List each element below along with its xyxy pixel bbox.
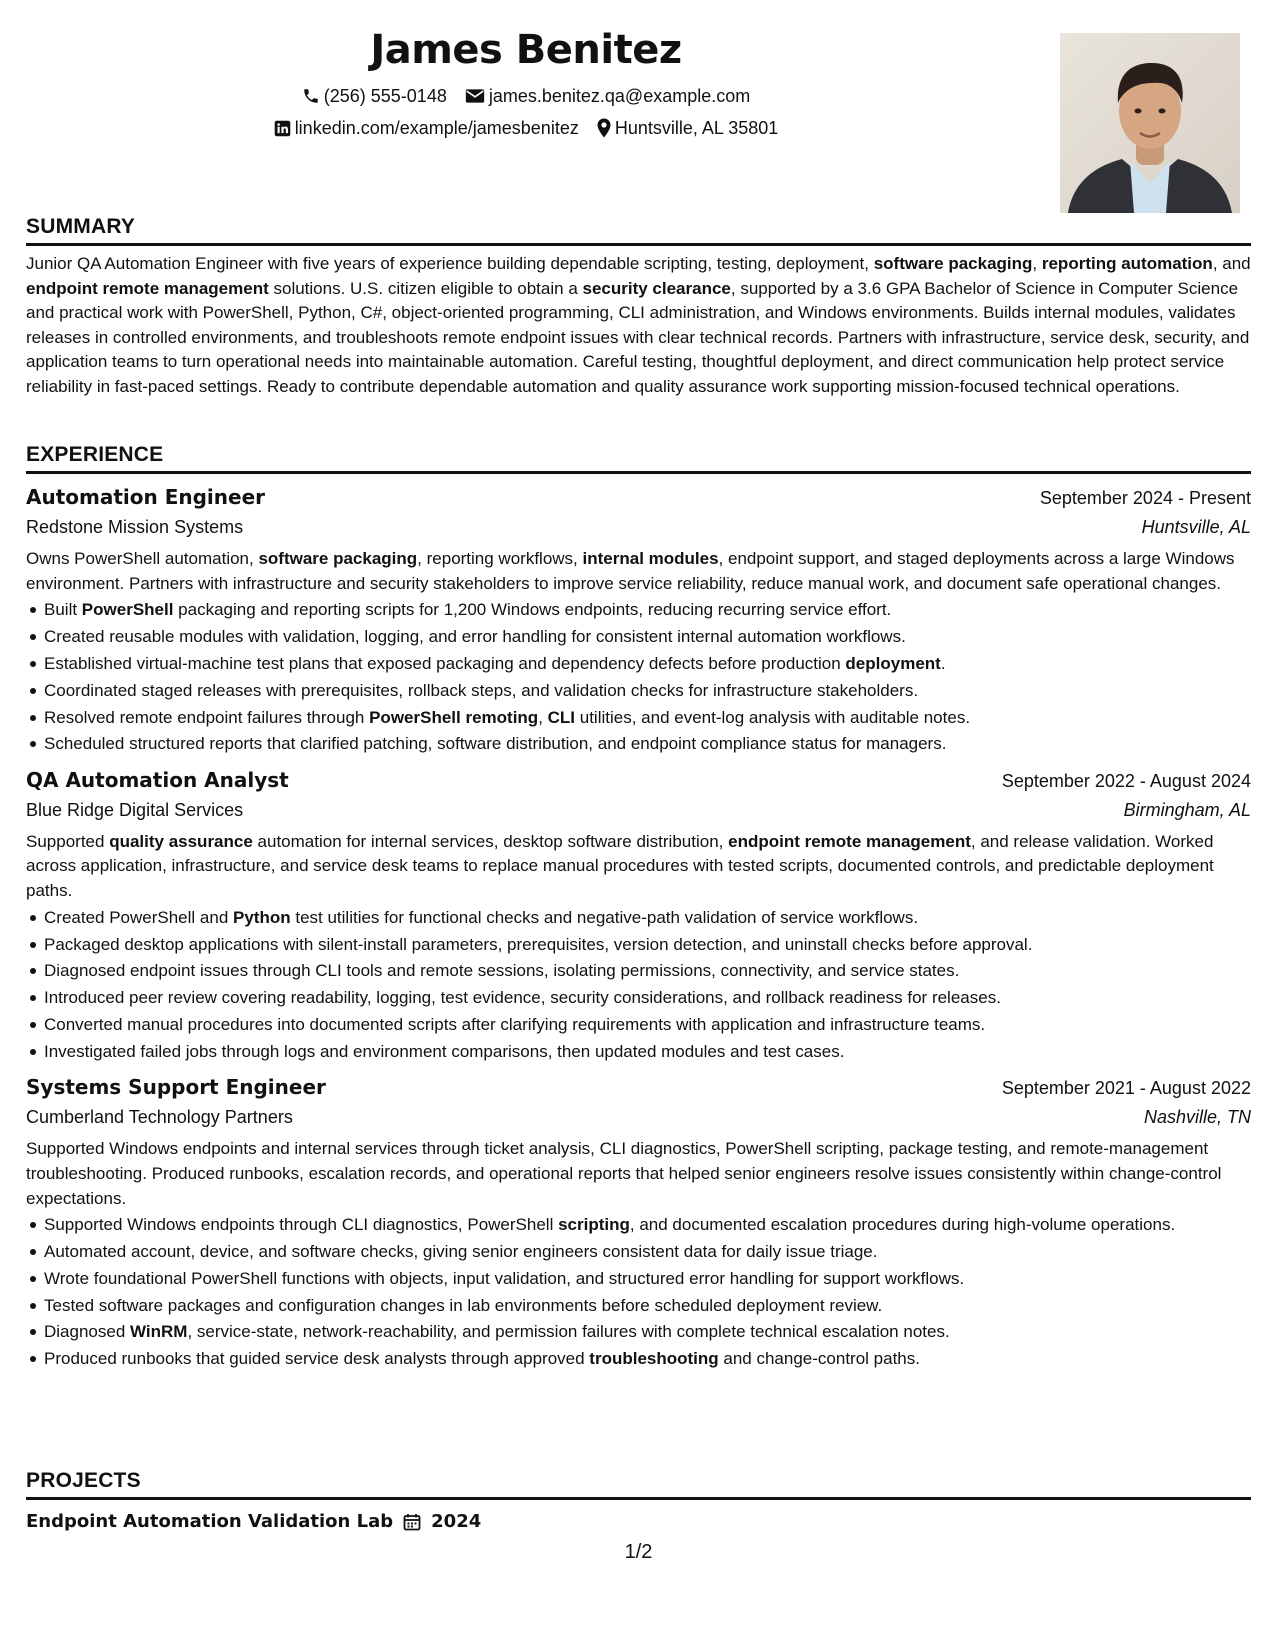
text-run: , supported by a 3.6 GPA Bachelor of Science in Computer Science and practical work with PowerShell, Python, C#, object-oriented programming, CLI administration, and Windows environments. Builds internal modules, validates releases in controlled environments, and troubleshoots remote endpoint issues with clear technical records. Partners with infrastructure, service desk, security, and application teams to turn operational needs into maintainable automation. Careful testing, thoughtful deployment, and direct communication help protect service reliability in fast-paced settings. Ready to contribute dependable automation and quality assurance work supporting mission-focused technical operations.	[26, 278, 1250, 396]
text-run: Tested software packages and configuration changes in lab environments before scheduled deployment review.	[44, 1295, 883, 1315]
text-run: Wrote foundational PowerShell functions with objects, input validation, and structured error handling for support workflows.	[44, 1268, 965, 1288]
text-run: solutions. U.S. citizen eligible to obtain a	[268, 278, 583, 298]
bullet-item	[44, 1040, 1251, 1065]
emphasis-text: scripting	[558, 1215, 630, 1235]
profile-photo	[1060, 33, 1240, 213]
text-run: test utilities for functional checks and negative-path validation of service workflows.	[290, 907, 919, 927]
bullet-item	[44, 1240, 1251, 1265]
location-text: Huntsville, AL 35801	[614, 118, 779, 138]
text-run: Resolved remote endpoint failures through	[44, 707, 370, 727]
bullet-item	[44, 1347, 1251, 1372]
bullet-item	[44, 1213, 1251, 1238]
location-pin-icon	[597, 118, 611, 138]
bullet-item	[44, 933, 1251, 958]
bullet-item	[44, 986, 1251, 1011]
summary-heading: SUMMARY	[26, 214, 1251, 246]
project-year: 2024	[431, 1511, 482, 1532]
emphasis-text: WinRM	[130, 1322, 188, 1342]
text-run: , service-state, network-reachability, and permission failures with complete technical escalation notes.	[187, 1322, 950, 1342]
text-run: Junior QA Automation Engineer with five years of experience building dependable scripting, testing, deployment,	[26, 254, 874, 273]
text-run: ,	[1032, 254, 1042, 273]
job-bullets	[26, 598, 1251, 757]
text-run: , and	[1212, 254, 1251, 273]
bullet-item	[44, 1267, 1251, 1292]
bullet-item	[44, 652, 1251, 677]
job-description	[26, 547, 1251, 596]
text-run: Supported Windows endpoints and internal services through ticket analysis, CLI diagnostics, PowerShell scripting, package testing, and remote-management troubleshooting. Produced runbooks, escalation records, and operational reports that helped senior engineers resolve issues consistently within change-control expectations.	[26, 1139, 1222, 1208]
text-run: Diagnosed	[44, 1322, 131, 1342]
text-run: Automated account, device, and software checks, giving senior engineers consistent data for daily issue triage.	[44, 1242, 878, 1262]
emphasis-text: troubleshooting	[589, 1349, 719, 1369]
job-description	[26, 830, 1251, 904]
text-run: Produced runbooks that guided service desk analysts through approved	[44, 1349, 590, 1369]
text-run: Diagnosed endpoint issues through CLI tools and remote sessions, isolating permissions, connectivity, and service states.	[44, 961, 960, 981]
job-company: Redstone Mission Systems	[26, 517, 244, 537]
text-run: , and documented escalation procedures during high-volume operations.	[629, 1215, 1176, 1235]
emphasis-text: quality assurance	[109, 831, 253, 851]
text-run: packaging and reporting scripts for 1,200 Windows endpoints, reducing recurring service effort.	[173, 600, 892, 620]
phone-icon	[302, 87, 320, 105]
job-bullets	[26, 1213, 1251, 1372]
calendar-icon	[403, 1513, 421, 1531]
linkedin-contact[interactable]	[274, 116, 579, 140]
emphasis-text: internal modules	[582, 549, 719, 568]
bullet-item	[44, 1013, 1251, 1038]
experience-heading: EXPERIENCE	[26, 442, 1251, 474]
summary-text	[26, 252, 1251, 400]
emphasis-text: PowerShell	[81, 600, 174, 620]
resume-header	[26, 22, 1026, 140]
emphasis-text: endpoint remote management	[728, 831, 971, 851]
bullet-item	[44, 706, 1251, 731]
location-contact	[597, 116, 778, 140]
text-run: Packaged desktop applications with silent-install parameters, prerequisites, version detection, and uninstall checks before approval.	[44, 934, 1033, 954]
text-run: , and release validation. Worked across application, infrastructure, and service desk teams to replace manual procedures with tested scripts, documented controls, and predictable deployment paths.	[26, 831, 1214, 901]
project-entry	[26, 1508, 1251, 1536]
job-dates: September 2021 - August 2022	[1001, 1078, 1251, 1099]
projects-heading: PROJECTS	[26, 1468, 1251, 1500]
job-bullets	[26, 906, 1251, 1065]
emphasis-text: CLI	[547, 707, 576, 727]
bullet-item	[44, 1294, 1251, 1319]
emphasis-text: PowerShell remoting	[369, 707, 539, 727]
text-run: automation for internal services, desktop software distribution,	[252, 831, 729, 851]
job-title: QA Automation Analyst	[26, 767, 289, 792]
text-run: , endpoint support, and staged deployments across a large Windows environment. Partners with infrastructure and security stakeholders to improve service reliability, reduce manual work, and document safe operational changes.	[26, 549, 1235, 593]
experience-section	[26, 442, 1251, 1372]
text-run: Built	[44, 600, 82, 620]
bullet-item	[44, 598, 1251, 623]
job-location: Huntsville, AL	[1141, 517, 1251, 537]
text-run: , reporting workflows,	[417, 549, 583, 568]
emphasis-text: software packaging	[258, 549, 418, 568]
bullet-item	[44, 732, 1251, 757]
email-icon	[465, 88, 485, 104]
text-run: utilities, and event-log analysis with auditable notes.	[575, 707, 971, 727]
text-run: Coordinated staged releases with prerequisites, rollback steps, and validation checks for infrastructure stakeholders.	[44, 680, 919, 700]
text-run: Converted manual procedures into documented scripts after clarifying requirements with application and infrastructure teams.	[44, 1014, 986, 1034]
job-company: Blue Ridge Digital Services	[26, 799, 244, 820]
linkedin-text: linkedin.com/example/jamesbenitez	[294, 118, 579, 138]
text-run: Owns PowerShell automation,	[26, 549, 259, 568]
bullet-item	[44, 906, 1251, 931]
contact-row-1	[26, 84, 1026, 108]
text-run: Scheduled structured reports that clarified patching, software distribution, and endpoint compliance status for managers.	[44, 734, 947, 754]
project-name: Endpoint Automation Validation Lab	[26, 1511, 394, 1532]
phone-contact[interactable]	[302, 84, 447, 108]
page-number: 1/2	[624, 1541, 653, 1563]
text-run: Created PowerShell and	[44, 907, 234, 927]
emphasis-text: endpoint remote management	[26, 278, 269, 298]
emphasis-text: security clearance	[582, 278, 731, 298]
email-contact[interactable]	[465, 84, 750, 108]
bullet-item	[44, 679, 1251, 704]
text-run: Established virtual-machine test plans that exposed packaging and dependency defects before production	[44, 653, 846, 673]
resume-page	[26, 0, 1251, 1650]
email-text: james.benitez.qa@example.com	[488, 86, 751, 106]
job-location: Nashville, TN	[1143, 1107, 1251, 1128]
linkedin-icon	[274, 120, 291, 137]
job-dates: September 2022 - August 2024	[1001, 770, 1251, 791]
summary-section	[26, 214, 1251, 400]
job-description	[26, 1137, 1251, 1211]
job-entry	[26, 1072, 1251, 1371]
candidate-name: James Benitez	[370, 27, 682, 73]
text-run: Created reusable modules with validation, logging, and error handling for consistent internal automation workflows.	[44, 627, 906, 647]
job-dates: September 2024 - Present	[1039, 488, 1251, 508]
text-run: Supported Windows endpoints through CLI diagnostics, PowerShell	[44, 1215, 559, 1235]
job-location: Birmingham, AL	[1123, 799, 1251, 820]
text-run: and change-control paths.	[718, 1349, 920, 1369]
text-run: Supported	[26, 831, 110, 851]
bullet-item	[44, 625, 1251, 650]
projects-section	[26, 1468, 1251, 1536]
job-title: Systems Support Engineer	[26, 1075, 326, 1100]
contact-row-2	[26, 116, 1026, 140]
bullet-item	[44, 959, 1251, 984]
text-run: .	[940, 653, 946, 673]
job-title: Automation Engineer	[26, 485, 266, 509]
job-entry	[26, 765, 1251, 1064]
text-run: Investigated failed jobs through logs and environment comparisons, then updated modules and test cases.	[44, 1041, 845, 1061]
emphasis-text: reporting automation	[1041, 254, 1213, 273]
job-company: Cumberland Technology Partners	[26, 1107, 293, 1128]
text-run: Introduced peer review covering readability, logging, test evidence, security considerations, and rollback readiness for releases.	[44, 988, 1001, 1008]
emphasis-text: Python	[233, 907, 291, 927]
phone-text: (256) 555-0148	[323, 86, 447, 106]
text-run: ,	[538, 707, 548, 727]
job-entry	[26, 482, 1251, 757]
emphasis-text: deployment	[845, 653, 941, 673]
bullet-item	[44, 1320, 1251, 1345]
emphasis-text: software packaging	[873, 254, 1033, 273]
